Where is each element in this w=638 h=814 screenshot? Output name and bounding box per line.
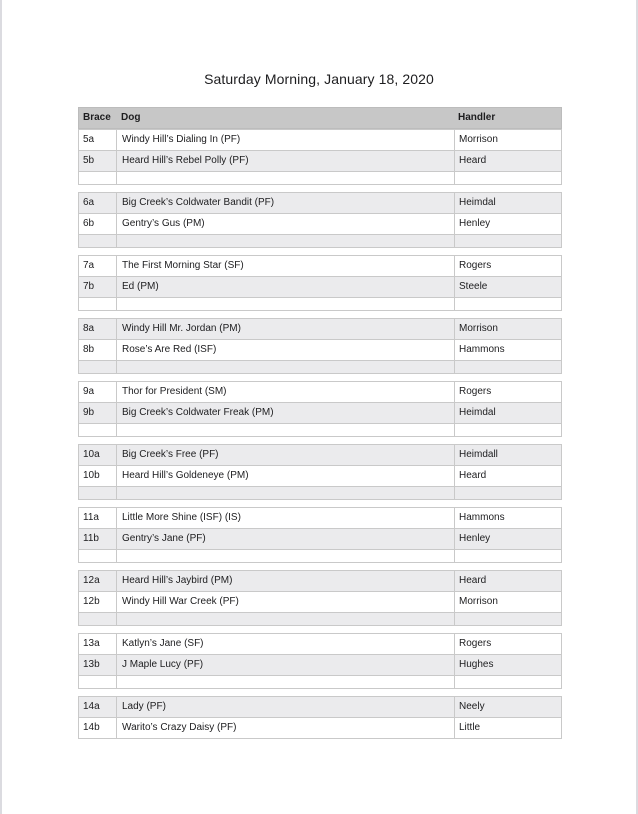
document-title: Saturday Morning, January 18, 2020 (204, 71, 434, 87)
empty-cell (454, 361, 561, 373)
dog-cell: Windy Hill Mr. Jordan (PM) (116, 319, 454, 339)
empty-cell (116, 487, 454, 499)
brace-cell: 11b (83, 533, 99, 544)
column-header-brace: Brace (83, 112, 111, 123)
dog-cell: Windy Hill’s Dialing In (PF) (116, 130, 454, 150)
empty-cell (116, 676, 454, 688)
empty-cell (116, 298, 454, 310)
group-gap (78, 689, 562, 696)
handler-cell: Morrison (454, 319, 561, 339)
table-row-14a (78, 696, 562, 718)
handler-cell: Heard (454, 151, 561, 171)
handler-cell: Steele (454, 277, 561, 297)
handler-cell: Hammons (454, 508, 561, 528)
blank-separator-row (78, 298, 562, 311)
handler-cell: Neely (454, 697, 561, 717)
handler-cell: Little (454, 718, 561, 738)
brace-cell: 7a (83, 260, 95, 271)
blank-separator-row (78, 361, 562, 374)
table-row-11b (78, 529, 562, 550)
handler-cell: Morrison (454, 130, 561, 150)
handler-cell: Henley (454, 529, 561, 549)
brace-cell: 7b (83, 281, 95, 292)
brace-cell: 11a (83, 512, 99, 523)
brace-cell: 5a (83, 134, 95, 145)
dog-cell: Big Creek’s Coldwater Freak (PM) (116, 403, 454, 423)
empty-cell (116, 424, 454, 436)
handler-cell: Rogers (454, 256, 561, 276)
brace-cell: 14b (83, 722, 100, 733)
dog-cell: Thor for President (SM) (116, 382, 454, 402)
handler-cell: Hughes (454, 655, 561, 675)
table-row-11a (78, 507, 562, 529)
dog-cell: Rose’s Are Red (ISF) (116, 340, 454, 360)
table-row-9a (78, 381, 562, 403)
brace-cell: 6a (83, 197, 95, 208)
handler-cell: Heimdal (454, 403, 561, 423)
dog-cell: Gentry’s Jane (PF) (116, 529, 454, 549)
blank-separator-row (78, 235, 562, 248)
dog-cell: Ed (PM) (116, 277, 454, 297)
empty-cell (454, 613, 561, 625)
table-row-12a (78, 570, 562, 592)
empty-cell (79, 235, 116, 247)
brace-cell: 8a (83, 323, 95, 334)
group-gap (78, 500, 562, 507)
group-gap (78, 374, 562, 381)
table-header-row (78, 107, 562, 129)
group-gap (78, 437, 562, 444)
schedule-table (78, 107, 562, 739)
empty-cell (79, 172, 116, 184)
empty-cell (454, 235, 561, 247)
table-row-10a (78, 444, 562, 466)
brace-cell: 10a (83, 449, 100, 460)
brace-cell: 10b (83, 470, 100, 481)
empty-cell (116, 172, 454, 184)
handler-cell: Henley (454, 214, 561, 234)
table-row-6b (78, 214, 562, 235)
group-gap (78, 185, 562, 192)
column-header-handler: Handler (458, 112, 496, 123)
empty-cell (79, 298, 116, 310)
empty-cell (454, 298, 561, 310)
page-left-edge (0, 0, 2, 814)
empty-cell (454, 424, 561, 436)
brace-cell: 12b (83, 596, 100, 607)
empty-cell (116, 361, 454, 373)
dog-cell: The First Morning Star (SF) (116, 256, 454, 276)
brace-cell: 6b (83, 218, 95, 229)
table-row-9b (78, 403, 562, 424)
empty-cell (116, 235, 454, 247)
empty-cell (79, 487, 116, 499)
empty-cell (116, 613, 454, 625)
table-row-8a (78, 318, 562, 340)
dog-cell: Big Creek’s Coldwater Bandit (PF) (116, 193, 454, 213)
empty-cell (79, 550, 116, 562)
empty-cell (454, 550, 561, 562)
group-gap (78, 248, 562, 255)
empty-cell (79, 676, 116, 688)
handler-cell: Morrison (454, 592, 561, 612)
brace-cell: 14a (83, 701, 100, 712)
brace-cell: 9b (83, 407, 95, 418)
table-row-5a (78, 129, 562, 151)
table-row-13b (78, 655, 562, 676)
brace-cell: 12a (83, 575, 100, 586)
handler-cell: Heard (454, 571, 561, 591)
brace-cell: 13a (83, 638, 100, 649)
blank-separator-row (78, 676, 562, 689)
table-row-13a (78, 633, 562, 655)
blank-separator-row (78, 550, 562, 563)
group-gap (78, 311, 562, 318)
table-row-7b (78, 277, 562, 298)
handler-cell: Heimdal (454, 193, 561, 213)
table-row-6a (78, 192, 562, 214)
dog-cell: Windy Hill War Creek (PF) (116, 592, 454, 612)
blank-separator-row (78, 487, 562, 500)
group-gap (78, 626, 562, 633)
brace-cell: 9a (83, 386, 95, 397)
dog-cell: Lady (PF) (116, 697, 454, 717)
column-header-dog: Dog (121, 112, 141, 123)
dog-cell: Big Creek’s Free (PF) (116, 445, 454, 465)
empty-cell (79, 424, 116, 436)
brace-cell: 5b (83, 155, 95, 166)
table-row-8b (78, 340, 562, 361)
empty-cell (454, 487, 561, 499)
empty-cell (79, 361, 116, 373)
brace-cell: 13b (83, 659, 100, 670)
dog-cell: Warito’s Crazy Daisy (PF) (116, 718, 454, 738)
table-row-5b (78, 151, 562, 172)
handler-cell: Rogers (454, 634, 561, 654)
brace-cell: 8b (83, 344, 95, 355)
dog-cell: Katlyn’s Jane (SF) (116, 634, 454, 654)
handler-cell: Rogers (454, 382, 561, 402)
dog-cell: Heard Hill’s Rebel Polly (PF) (116, 151, 454, 171)
group-gap (78, 563, 562, 570)
blank-separator-row (78, 172, 562, 185)
empty-cell (454, 676, 561, 688)
empty-cell (454, 172, 561, 184)
table-row-10b (78, 466, 562, 487)
dog-cell: J Maple Lucy (PF) (116, 655, 454, 675)
table-row-14b (78, 718, 562, 739)
dog-cell: Gentry’s Gus (PM) (116, 214, 454, 234)
blank-separator-row (78, 424, 562, 437)
handler-cell: Heard (454, 466, 561, 486)
handler-cell: Heimdall (454, 445, 561, 465)
handler-cell: Hammons (454, 340, 561, 360)
dog-cell: Little More Shine (ISF) (IS) (116, 508, 454, 528)
empty-cell (79, 613, 116, 625)
dog-cell: Heard Hill’s Goldeneye (PM) (116, 466, 454, 486)
table-row-12b (78, 592, 562, 613)
empty-cell (116, 550, 454, 562)
dog-cell: Heard Hill’s Jaybird (PM) (116, 571, 454, 591)
blank-separator-row (78, 613, 562, 626)
table-row-7a (78, 255, 562, 277)
